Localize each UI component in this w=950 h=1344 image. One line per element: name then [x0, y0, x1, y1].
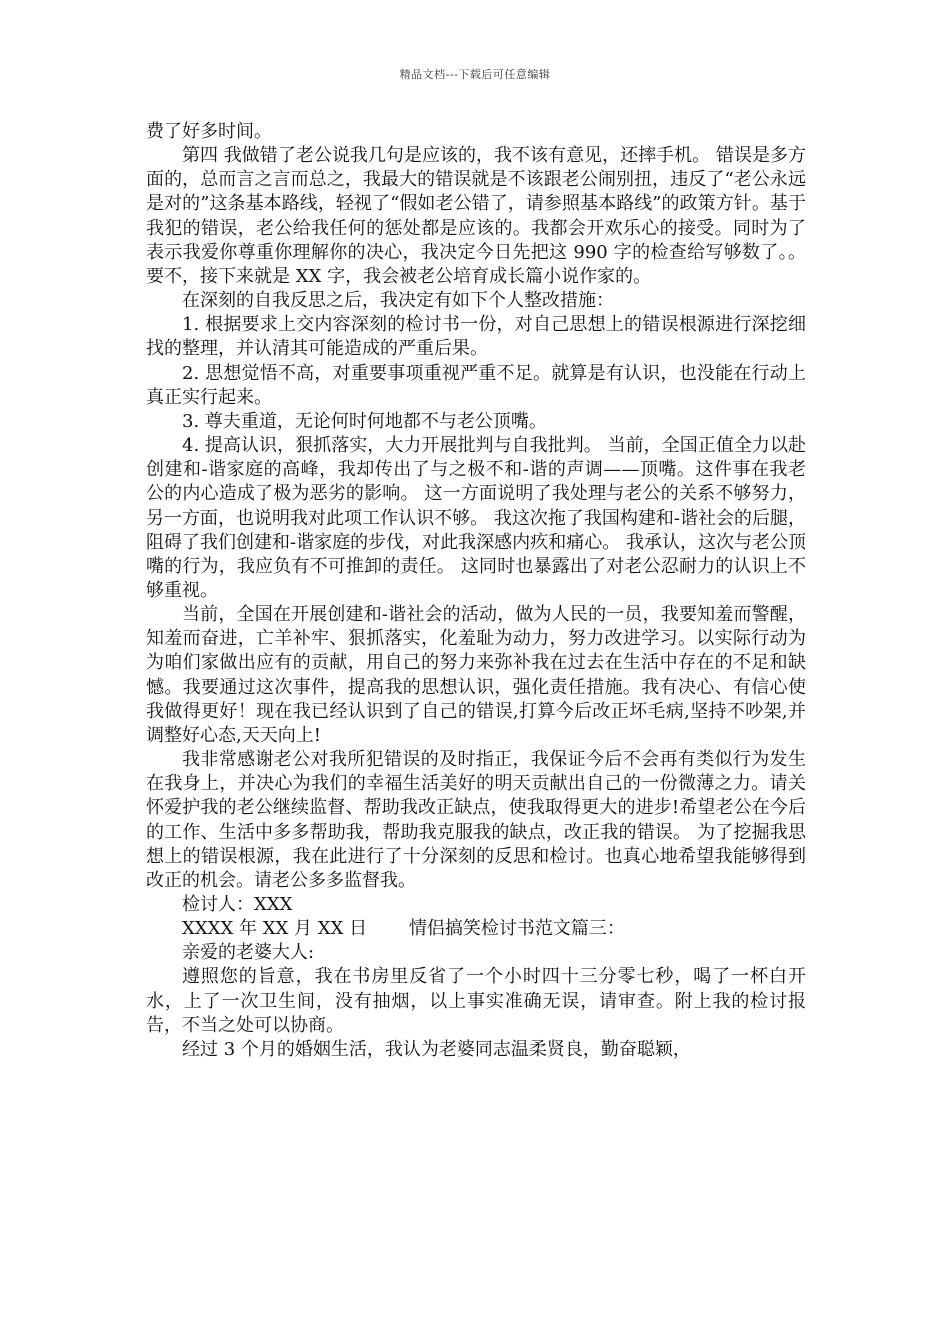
paragraph: 第四 我做错了老公说我几句是应该的，我不该有意见，还摔手机。 错误是多方面的，总而言之言而总之，我最大的错误就是不该跟老公闹别扭，违反了“老公永远是对的”这条基本路线，轻视了“假如老公错了，请参照基本路线”的政策方针。基于我犯的错误，老公给我任何的惩处都是应该的。我都会开欢乐心的接受。同时为了表示我爱你尊重你理解你的决心，我决定今日先把这 990 字的检查给写够数了。。要不，接下来就是 XX 字，我会被老公培育成长篇小说作家的。: [146, 145, 806, 287]
list-item: 4. 提高认识，狠抓落实，大力开展批判与自我批判。 当前，全国正值全力以赴创建和-谐家庭的高峰，我却传出了与之极不和-谐的声调——顶嘴。这件事在我老公的内心造成了极为恶劣的影响。 这一方面说明了我处理与老公的关系不够努力，另一方面，也说明我对此项工作认识不够。 我这次拖了我国构建和-谐社会的后腿，阻碍了我们创建和-谐家庭的步伐，对此我深感内疚和痛心。 我承认，这次与老公顶嘴的行为，我应负有不可推卸的责任。 这同时也暴露出了对老公忍耐力的认识上不够重视。: [146, 435, 806, 601]
signature-line: 检讨人：XXX: [182, 894, 293, 915]
paragraph: 我非常感谢老公对我所犯错误的及时指正，我保证今后不会再有类似行为发生在我身上，并决心为我们的幸福生活美好的明天贡献出自己的一份微薄之力。请关怀爱护我的老公继续监督、帮助我改正缺点，使我取得更大的进步!希望老公在今后的工作、生活中多多帮助我，帮助我克服我的缺点，改正我的错误。 为了挖掘我思想上的错误根源，我在此进行了十分深刻的反思和检讨。也真心地希望我能够得到改正的机会。请老公多多监督我。: [146, 749, 806, 891]
document-body: [146, 120, 806, 1062]
list-item: 3. 尊夫重道，无论何时何地都不与老公顶嘴。: [182, 410, 547, 432]
paragraph: 在深刻的自我反思之后，我决定有如下个人整改措施：: [182, 290, 614, 312]
page-header: 精品文档---下载后可任意编辑: [399, 68, 551, 81]
list-item: 2. 思想觉悟不高，对重要事项重视严重不足。就算是有认识，也没能在行动上真正实行起来。: [146, 362, 806, 408]
list-item: 1. 根据要求上交内容深刻的检讨书一份，对自己思想上的错误根源进行深挖细找的整理，并认清其可能造成的严重后果。: [146, 314, 806, 360]
paragraph: 遵照您的旨意，我在书房里反省了一个小时四十三分零七秒，喝了一杯白开水，上了一次卫生间，没有抽烟，以上事实准确无误，请审查。附上我的检讨报告，不当之处可以协商。: [146, 966, 806, 1036]
salutation: 亲爱的老婆大人:: [182, 942, 315, 964]
paragraph: 经过 3 个月的婚姻生活，我认为老婆同志温柔贤良，勤奋聪颖，: [182, 1038, 691, 1060]
paragraph: 费了好多时间。: [146, 121, 272, 142]
paragraph: 当前，全国在开展创建和-谐社会的活动，做为人民的一员，我要知羞而警醒，知羞而奋进，亡羊补牢、狠抓落实，化羞耻为动力，努力改进学习。以实际行动为为咱们家做出应有的贡献，用自己的努力来弥补我在过去在生活中存在的不足和缺憾。我要通过这次事件，提高我的思想认识，强化责任措施。我有决心、有信心使我做得更好！现在我已经认识到了自己的错误,打算今后改正坏毛病,坚持不吵架,并调整好心态,天天向上!: [146, 604, 806, 746]
date-line: XXXX 年 XX 月 XX 日 情侣搞笑检讨书范文篇三：: [182, 918, 625, 940]
